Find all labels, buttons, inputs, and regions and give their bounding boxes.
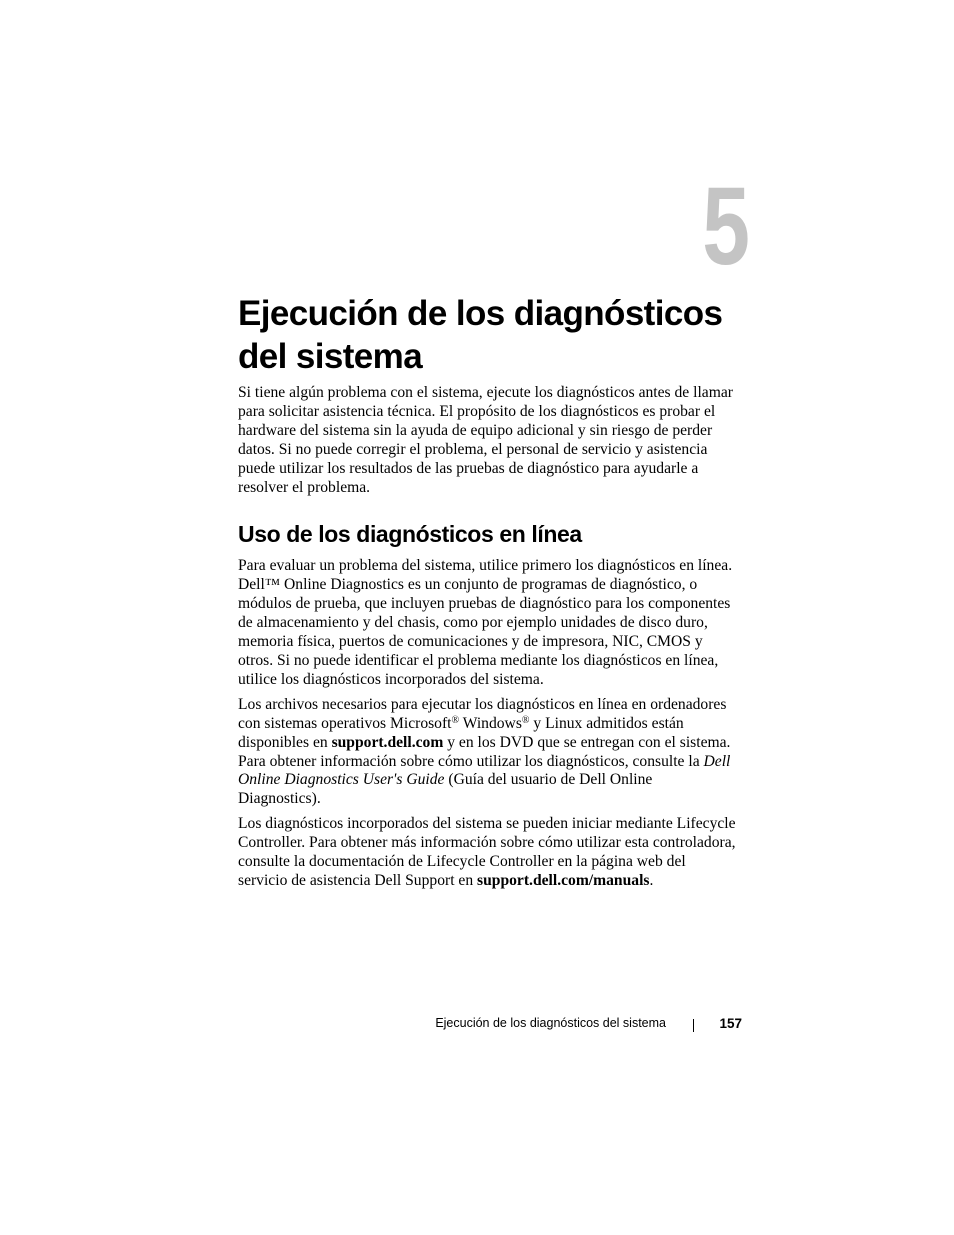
page-footer: [400, 1016, 742, 1036]
chapter-title: [238, 292, 758, 378]
section-heading: Uso de los diagnósticos en línea: [238, 521, 582, 548]
intro-paragraph: Si tiene algún problema con el sistema, ejecute los diagnósticos antes de llamar para solicitar asistencia técnica. El propósito de los diagnósticos es probar el hardware del sistema sin la ayuda de equipo adicional y sin riesgo de perder datos. Si no puede corregir el problema, el personal de servicio y asistencia puede utilizar los resultados de las pruebas de diagnóstico para ayudarle a resolver el problema.: [238, 384, 733, 496]
p2-text-a: Los archivos necesarios para ejecutar los diagnósticos en línea en ordenadores con sistemas operativos Microsoft: [238, 695, 727, 732]
support-link[interactable]: support.dell.com: [331, 733, 444, 751]
page-number: 157: [719, 1016, 742, 1031]
guide-title: Dell Online Diagnostics User's Guide: [238, 752, 731, 789]
footer-chapter-title: Ejecución de los diagnósticos del sistema: [435, 1016, 666, 1030]
p2-text-d: y en los DVD que se entregan con el sistema. Para obtener información sobre cómo utilizar los diagnósticos, consulte la: [238, 733, 731, 770]
chapter-title-line-1: Ejecución de los diagnósticos: [238, 294, 723, 333]
manuals-link[interactable]: support.dell.com/manuals: [477, 871, 650, 889]
section-paragraph-3: [238, 815, 738, 891]
p2-text-c: y Linux admitidos están disponibles en: [238, 714, 684, 751]
chapter-title-line-2: del sistema: [238, 337, 423, 376]
registered-mark-2: ®: [521, 714, 530, 726]
p3-text-b: .: [649, 871, 654, 889]
p2-text-e: (Guía del usuario de Dell Online Diagnostics).: [238, 771, 653, 808]
p2-text-b: Windows: [459, 714, 522, 732]
section-paragraph-2: [238, 696, 738, 809]
p3-text-a: Los diagnósticos incorporados del sistema se pueden iniciar mediante Lifecycle Controller. Para obtener más información sobre cómo utilizar esta controladora, consulte la documentación de Lifecycle Controller en la página web del servicio de asistencia Dell Support en: [238, 815, 736, 889]
registered-mark-1: ®: [451, 714, 460, 726]
chapter-number: 5: [702, 165, 750, 288]
footer-separator: [693, 1019, 694, 1032]
section-paragraph-1: Para evaluar un problema del sistema, utilice primero los diagnósticos en línea. Dell™ Online Diagnostics es un conjunto de programas de diagnóstico, o módulos de prueba, que incluyen pruebas de diagnóstico para los componentes de almacenamiento y del chasis, como por ejemplo unidades de disco duro, memoria física, puertos de comunicaciones y de impresora, NIC, CMOS y otros. Si no puede identificar el problema mediante los diagnósticos en línea, utilice los diagnósticos incorporados del sistema.: [238, 557, 733, 688]
page-content: [238, 384, 738, 897]
